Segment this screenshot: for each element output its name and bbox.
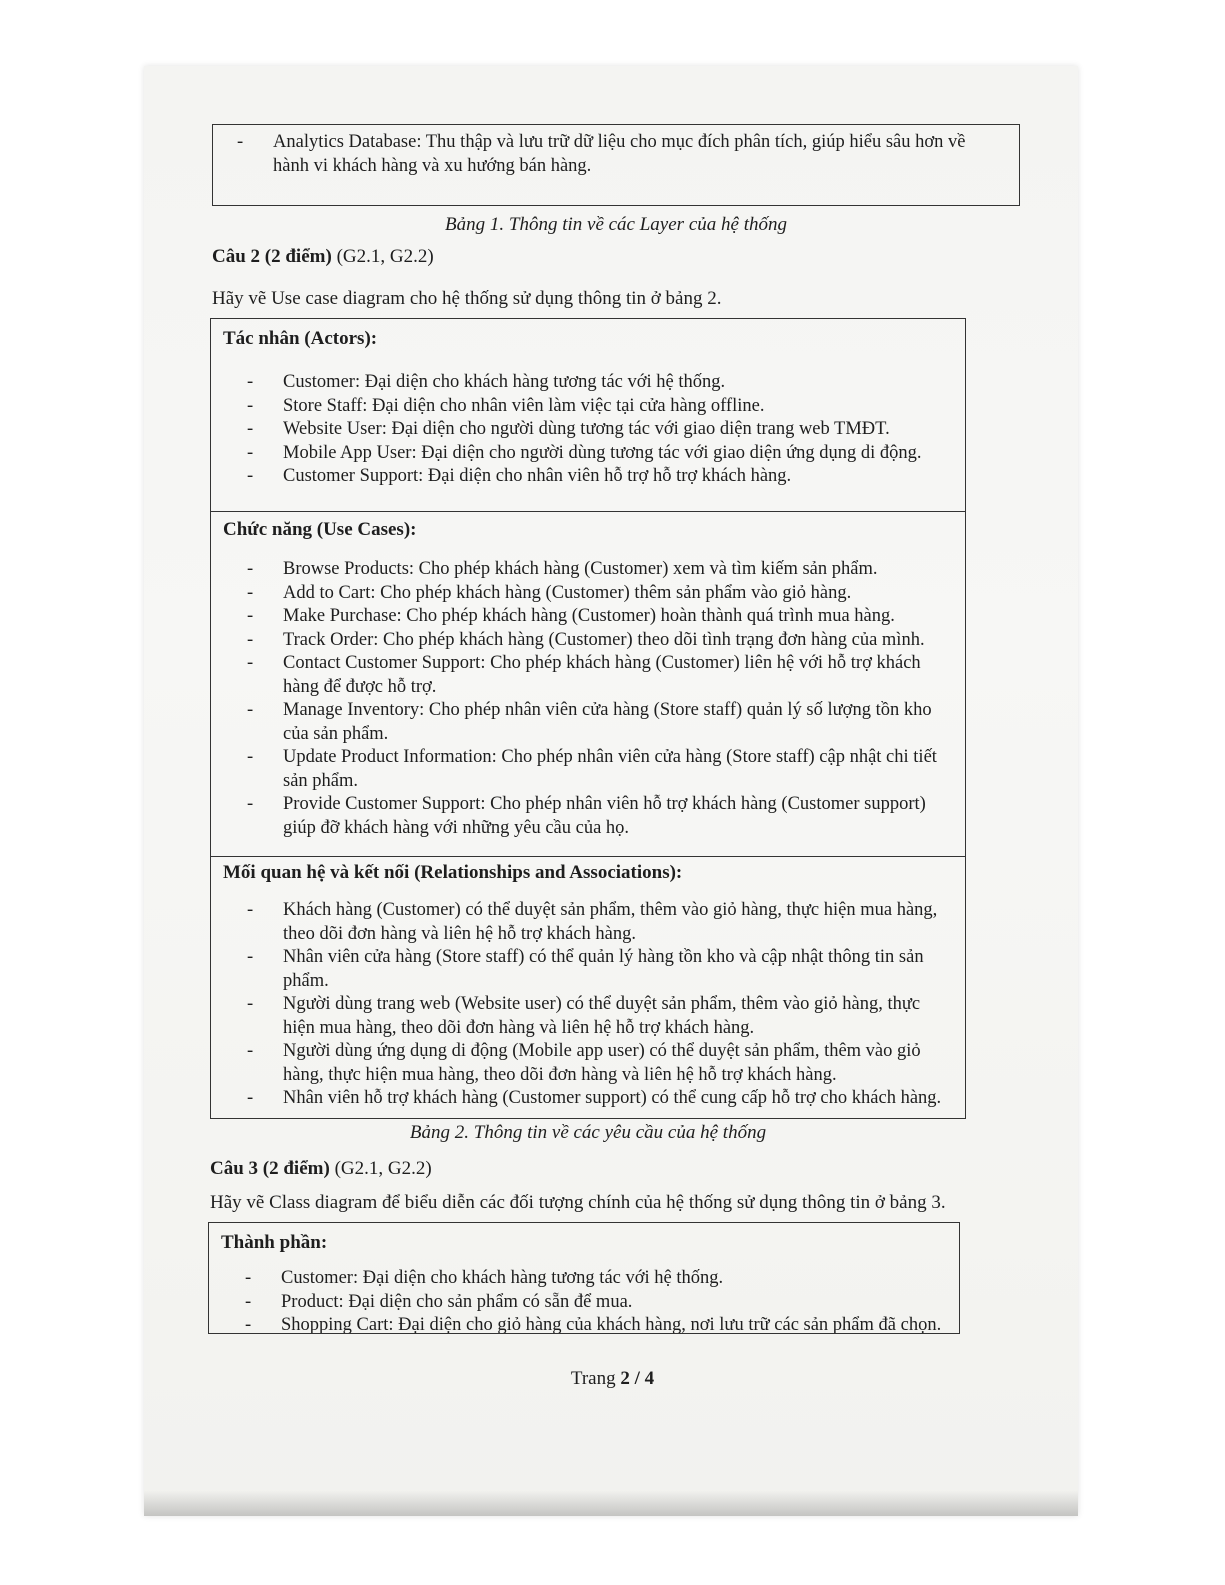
list-item-text: Nhân viên hỗ trợ khách hàng (Customer support) có thể cung cấp hỗ trợ cho khách hàng.	[283, 1088, 942, 1108]
table-3-title: Thành phần:	[221, 1232, 328, 1253]
bullet-dash: -	[247, 629, 254, 650]
list-item	[223, 418, 965, 442]
bullet-dash: -	[247, 947, 254, 967]
list-item-text: Store Staff: Đại diện cho nhân viên làm việc tại cửa hàng offline.	[283, 395, 765, 416]
bullet-dash: -	[237, 132, 244, 152]
bullet-dash: -	[247, 559, 254, 579]
question-2-instruction: Hãy vẽ Use case diagram cho hệ thống sử dụng thông tin ở bảng 2.	[212, 288, 722, 309]
list-item	[221, 1291, 959, 1315]
usecases-list	[223, 558, 945, 840]
list-item	[223, 993, 945, 1040]
bullet-dash: -	[247, 994, 254, 1014]
bullet-dash: -	[247, 582, 254, 603]
list-item-text: Track Order: Cho phép khách hàng (Customer) theo dõi tình trạng đơn hàng của mình.	[283, 629, 925, 650]
bullet-dash: -	[247, 1041, 254, 1061]
bullet-dash: -	[247, 1088, 254, 1108]
bullet-dash: -	[247, 606, 254, 626]
list-item	[223, 605, 945, 629]
list-item-text: Shopping Cart: Đại diện cho giỏ hàng của khách hàng, nơi lưu trữ các sản phẩm đã chọn.	[281, 1315, 942, 1334]
list-item-text: Product: Đại diện cho sản phẩm có sẵn để mua.	[281, 1291, 633, 1312]
list-item-text: Mobile App User: Đại diện cho người dùng tương tác với giao diện ứng dụng di động.	[283, 442, 922, 463]
list-item-text: Customer Support: Đại diện cho nhân viên hỗ trợ hỗ trợ khách hàng.	[283, 466, 792, 486]
list-item-text: Make Purchase: Cho phép khách hàng (Customer) hoàn thành quá trình mua hàng.	[283, 606, 895, 626]
bullet-dash: -	[247, 900, 254, 920]
bullet-dash: -	[247, 700, 254, 720]
table-2	[210, 318, 966, 1119]
bullet-dash: -	[245, 1291, 252, 1312]
bullet-dash: -	[247, 372, 254, 392]
list-item	[223, 442, 965, 466]
bullet-dash: -	[247, 466, 254, 486]
list-item	[221, 1314, 959, 1334]
question-3-label: Câu 3 (2 điểm)	[210, 1158, 330, 1179]
list-item	[223, 699, 945, 746]
actors-section	[211, 319, 965, 511]
list-item-text: Update Product Information: Cho phép nhân viên cửa hàng (Store staff) cập nhật chi tiết sản phẩm.	[283, 747, 937, 791]
table-1-list	[213, 131, 1019, 178]
question-3-codes: (G2.1, G2.2)	[334, 1158, 432, 1179]
list-item-text: Browse Products: Cho phép khách hàng (Customer) xem và tìm kiếm sản phẩm.	[283, 559, 878, 579]
question-3-title	[210, 1158, 432, 1180]
table-3	[208, 1222, 960, 1334]
bullet-dash: -	[247, 395, 254, 416]
footer-prefix: Trang	[570, 1368, 616, 1389]
list-item	[223, 558, 945, 582]
question-2-label: Câu 2 (2 điểm)	[212, 246, 332, 267]
list-item	[221, 1267, 959, 1291]
bullet-dash: -	[247, 419, 254, 439]
actors-list	[223, 371, 965, 489]
bullet-dash: -	[247, 747, 254, 767]
list-item	[223, 946, 945, 993]
list-item	[223, 371, 965, 395]
list-item	[223, 1040, 945, 1087]
usecases-section	[211, 511, 965, 856]
list-item-text: Người dùng trang web (Website user) có thể duyệt sản phẩm, thêm vào giỏ hàng, thực hiện mua hàng, theo dõi đơn hàng và liên hệ hỗ trợ khách hàng.	[283, 994, 921, 1038]
usecases-title: Chức năng (Use Cases):	[223, 519, 417, 540]
list-item-text: Người dùng ứng dụng di động (Mobile app user) có thể duyệt sản phẩm, thêm vào giỏ hàng, thực hiện mua hàng, theo dõi đơn hàng và liên hệ hỗ trợ khách hàng.	[283, 1041, 921, 1085]
list-item	[223, 793, 945, 840]
list-item-text: Analytics Database: Thu thập và lưu trữ dữ liệu cho mục đích phân tích, giúp hiểu sâu hơn về hành vi khách hàng và xu hướng bán hàng.	[273, 132, 966, 176]
list-item-text: Customer: Đại diện cho khách hàng tương tác với hệ thống.	[281, 1268, 724, 1288]
list-item	[223, 652, 945, 699]
list-item-text: Customer: Đại diện cho khách hàng tương tác với hệ thống.	[283, 372, 726, 392]
relations-section	[211, 856, 965, 1118]
question-2-title	[212, 246, 434, 268]
list-item-text: Khách hàng (Customer) có thể duyệt sản phẩm, thêm vào giỏ hàng, thực hiện mua hàng, theo dõi đơn hàng và liên hệ hỗ trợ khách hàng.	[283, 900, 938, 944]
list-item	[223, 629, 945, 653]
question-3-instruction: Hãy vẽ Class diagram để biểu diễn các đối tượng chính của hệ thống sử dụng thông tin ở bảng 3.	[210, 1192, 946, 1213]
table-1	[212, 124, 1020, 206]
page-number: 2 / 4	[620, 1368, 655, 1389]
bullet-dash: -	[247, 653, 254, 673]
list-item-text: Website User: Đại diện cho người dùng tương tác với giao diện trang web TMĐT.	[283, 419, 890, 439]
list-item-text: Add to Cart: Cho phép khách hàng (Customer) thêm sản phẩm vào giỏ hàng.	[283, 582, 852, 603]
list-item-text: Provide Customer Support: Cho phép nhân viên hỗ trợ khách hàng (Customer support) giúp đỡ khách hàng với những yêu cầu của họ.	[283, 794, 926, 838]
list-item	[223, 395, 965, 419]
page-footer	[0, 1368, 1225, 1390]
bullet-dash: -	[245, 1315, 252, 1334]
bullet-dash: -	[245, 1268, 252, 1288]
table-2-caption: Bảng 2. Thông tin về các yêu cầu của hệ thống	[409, 1122, 767, 1143]
actors-title: Tác nhân (Actors):	[223, 328, 378, 349]
bullet-dash: -	[247, 794, 254, 814]
relations-list	[223, 899, 945, 1111]
list-item-text: Manage Inventory: Cho phép nhân viên cửa hàng (Store staff) quản lý số lượng tồn kho của sản phẩm.	[283, 700, 932, 744]
list-item	[223, 746, 945, 793]
list-item	[223, 582, 945, 606]
bullet-dash: -	[247, 442, 254, 463]
list-item-text: Contact Customer Support: Cho phép khách hàng (Customer) liên hệ với hỗ trợ khách hàng để được hỗ trợ.	[283, 653, 921, 697]
table-1-caption: Bảng 1. Thông tin về các Layer của hệ thống	[445, 214, 787, 235]
list-item	[223, 1087, 945, 1111]
list-item	[223, 465, 965, 489]
relations-title: Mối quan hệ và kết nối (Relationships and Associations):	[223, 862, 683, 883]
list-item-text: Nhân viên cửa hàng (Store staff) có thể quản lý hàng tồn kho và cập nhật thông tin sản phẩm.	[283, 947, 924, 991]
list-item	[223, 899, 945, 946]
page-edge-shadow	[144, 1490, 1078, 1516]
list-item	[213, 131, 1019, 178]
question-2-codes: (G2.1, G2.2)	[336, 246, 434, 267]
table-3-list	[221, 1267, 959, 1334]
